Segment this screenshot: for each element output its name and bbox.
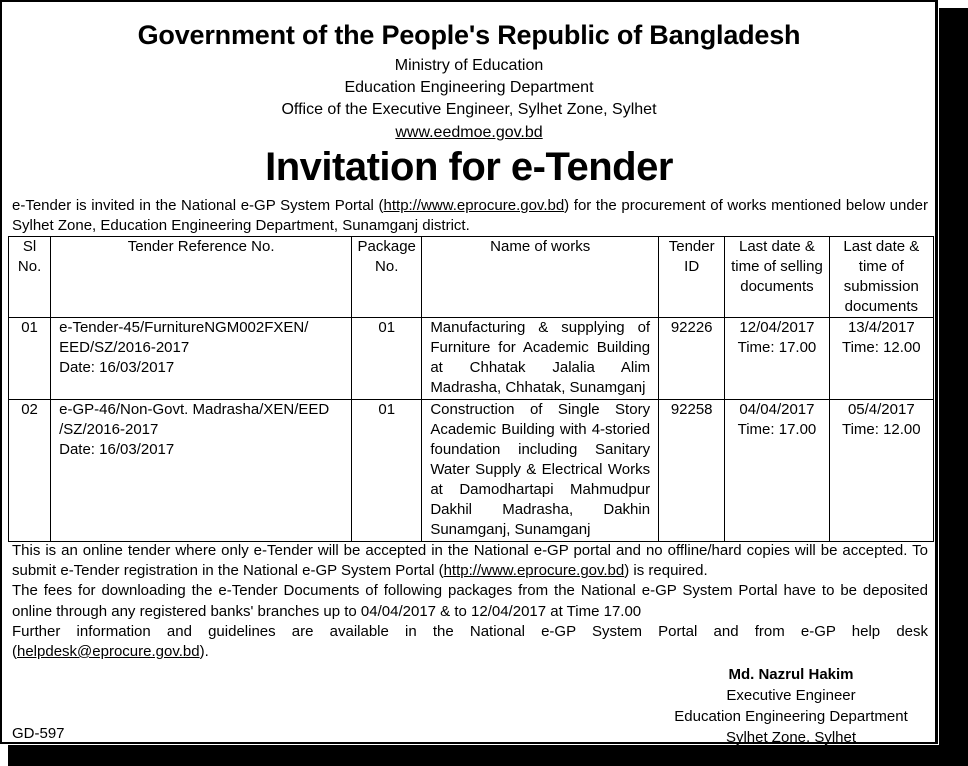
helpdesk-email-link[interactable]: helpdesk@eprocure.gov.bd [17,643,200,661]
frame-shadow-bottom [8,745,968,766]
notice-title: Invitation for e-Tender [265,145,673,189]
signatory-designation: Executive Engineer [726,687,856,704]
tender-table [8,236,934,542]
notice-code: GD-597 [12,725,65,742]
notes-section [12,541,928,662]
note-fees: The fees for downloading the e-Tender Documents of following packages from the National e-GP System Portal have to be deposited online through any registered banks' branches up to 04/04/2017 & to 12/04/2017 at Time 17.00 [12,582,928,620]
signatory-department: Education Engineering Department [674,708,908,725]
signature-block [660,664,922,748]
department-line: Education Engineering Department [344,79,594,96]
note-helpdesk: Further information and guidelines are available in the National e-GP System Portal and from e-GP help desk (helpdesk@eprocure.gov.bd). [12,622,928,661]
intro-paragraph: e-Tender is invited in the National e-GP System Portal (http://www.eprocure.gov.bd) for the procurement of works mentioned below under Sylhet Zone, Education Engineering Department, Sunamganj district. [12,197,929,234]
table-row: 01 e-Tender-45/FurnitureNGM002FXEN/ EED/SZ/2016-2017 Date: 16/03/2017 01 Manufacturing & supplying of Furniture for Academic Building at Chhatak Jalalia Alim Madrasha, Chhatak, Sunamganj 92226 12/04/2017 Time: 17.00 13/4/2017 Time: 12.00 [9,318,934,400]
col-package: Package No. [352,237,422,318]
office-line: Office of the Executive Engineer, Sylhet Zone, Sylhet [281,101,657,118]
col-sl: Sl No. [9,237,51,318]
table-row: 02 e-GP-46/Non-Govt. Madrasha/XEN/EED /SZ/2016-2017 Date: 16/03/2017 01 Construction of Single Story Academic Building with 4-storied foundation including Sanitary Water Supply & Electrical Works at Damodhartapi Mahmudpur Dakhil Madrasha, Dakhin Sunamganj, Sunamganj 92258 04/04/2017 Time: 17.00 05/4/2017 Time: 12.00 [9,400,934,542]
col-ref: Tender Reference No. [51,237,352,318]
frame-shadow-right [939,8,968,766]
eprocure-link[interactable]: http://www.eprocure.gov.bd [383,197,565,214]
col-submission: Last date & time of submission documents [829,237,933,318]
table-header-row [9,237,934,318]
ministry-line: Ministry of Education [394,57,544,74]
signatory-name: Md. Nazrul Hakim [728,666,854,683]
signatory-zone: Sylhet Zone, Sylhet [725,729,857,746]
note-online-tender: This is an online tender where only e-Tender will be accepted in the National e-GP portal and no offline/hard copies will be accepted. To submit e-Tender registration in the National e-GP System Portal (http://www.eprocure.gov.bd) is required. [12,542,928,580]
col-selling: Last date & time of selling documents [725,237,829,318]
eprocure-link-2[interactable]: http://www.eprocure.gov.bd [443,562,625,580]
col-works: Name of works [422,237,659,318]
government-title: Government of the People's Republic of Bangladesh [137,20,801,50]
website-link[interactable]: www.eedmoe.gov.bd [395,124,543,141]
col-tender-id: Tender ID [659,237,725,318]
